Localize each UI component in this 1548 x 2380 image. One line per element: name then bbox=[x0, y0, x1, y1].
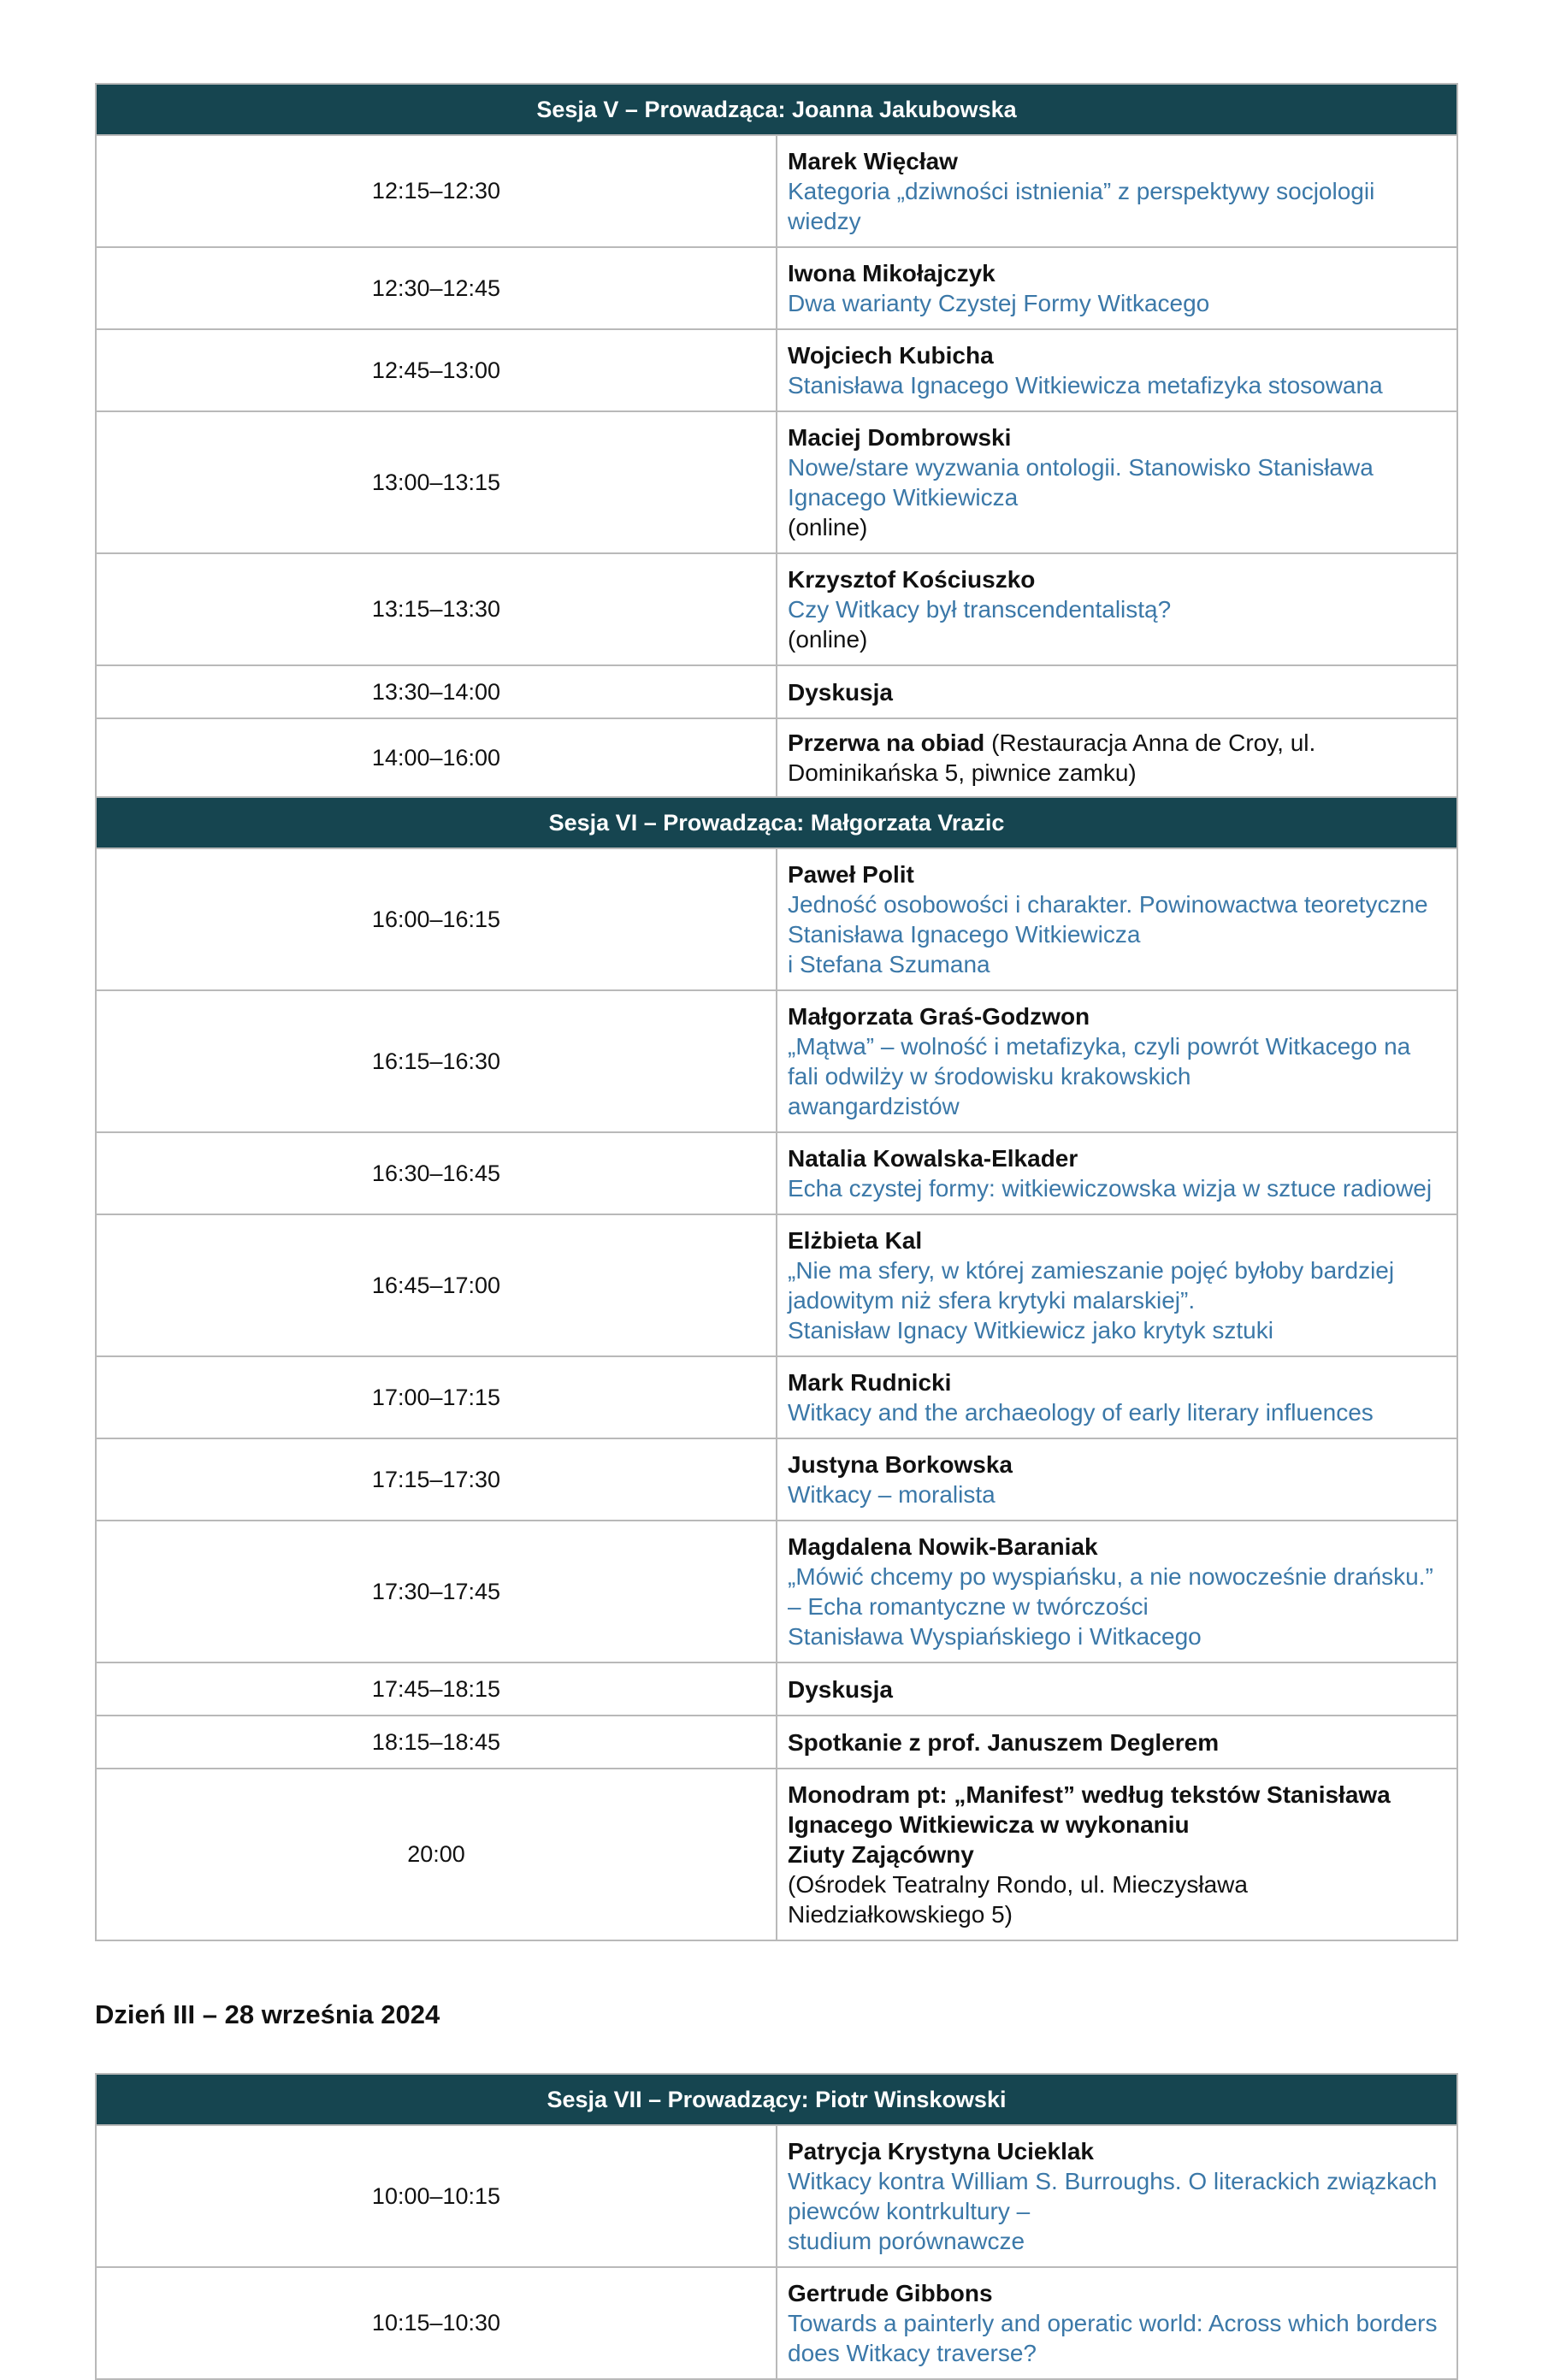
talk-row bbox=[96, 1132, 1457, 1214]
talk-title: Nowe/stare wyzwania ontologii. Stanowisko Stanisława Ignacego Witkiewicza bbox=[788, 454, 1374, 511]
talk-time: 17:00–17:15 bbox=[96, 1356, 777, 1438]
discussion-content bbox=[777, 1662, 1457, 1716]
speaker-name: Justyna Borkowska bbox=[788, 1451, 1013, 1478]
speaker-name: Iwona Mikołajczyk bbox=[788, 260, 996, 286]
discussion-row bbox=[96, 665, 1457, 718]
talk-content bbox=[777, 247, 1457, 329]
talk-row bbox=[96, 1214, 1457, 1356]
talk-title: „Mątwa” – wolność i metafizyka, czyli powrót Witkacego na fali odwilży w środowisku krakowskich bbox=[788, 1033, 1411, 1090]
talk-title: Jedność osobowości i charakter. Powinowactwa teoretyczne Stanisława Ignacego Witkiewicza bbox=[788, 891, 1428, 948]
talk-time: 20:00 bbox=[96, 1769, 777, 1940]
talk-title-line2: i Stefana Szumana bbox=[788, 951, 990, 977]
talk-title: „Nie ma sfery, w której zamieszanie pojęć byłoby bardziej jadowitym niż sfera krytyki malarskiej”. bbox=[788, 1257, 1395, 1314]
talk-row bbox=[96, 329, 1457, 411]
talk-row bbox=[96, 848, 1457, 990]
talk-time: 13:00–13:15 bbox=[96, 411, 777, 553]
talk-row bbox=[96, 135, 1457, 247]
discussion-row bbox=[96, 1662, 1457, 1716]
talk-content bbox=[777, 1356, 1457, 1438]
talk-row bbox=[96, 1521, 1457, 1662]
talk-row bbox=[96, 2267, 1457, 2379]
talk-content bbox=[777, 135, 1457, 247]
talk-time: 16:15–16:30 bbox=[96, 990, 777, 1132]
talk-note: (online) bbox=[788, 514, 868, 540]
talk-time: 16:30–16:45 bbox=[96, 1132, 777, 1214]
talk-title: Towards a painterly and operatic world: Across which borders does Witkacy traverse? bbox=[788, 2310, 1438, 2366]
talk-time: 12:15–12:30 bbox=[96, 135, 777, 247]
monodrama-performer: Ziuty Zającówny bbox=[788, 1841, 974, 1868]
talk-title-line2: studium porównawcze bbox=[788, 2228, 1025, 2254]
discussion-label: Dyskusja bbox=[788, 678, 893, 706]
session-header: Sesja VII – Prowadzący: Piotr Winskowski bbox=[96, 2074, 1457, 2125]
program-page bbox=[95, 83, 1460, 2380]
discussion-content bbox=[777, 665, 1457, 718]
talk-time: 12:45–13:00 bbox=[96, 329, 777, 411]
talk-content bbox=[777, 1132, 1457, 1214]
talk-title-line2: Stanisław Ignacy Witkiewicz jako krytyk sztuki bbox=[788, 1317, 1273, 1344]
monodrama-location: (Ośrodek Teatralny Rondo, ul. Mieczysława Niedziałkowskiego 5) bbox=[788, 1871, 1248, 1928]
monodrama-title: Monodram pt: „Manifest” według tekstów Stanisława Ignacego Witkiewicza w wykonaniu bbox=[788, 1781, 1391, 1838]
talk-time: 17:15–17:30 bbox=[96, 1438, 777, 1521]
talk-title: Echa czystej formy: witkiewiczowska wizja w sztuce radiowej bbox=[788, 1175, 1433, 1202]
talk-content bbox=[777, 1521, 1457, 1662]
talk-note: (online) bbox=[788, 626, 868, 653]
monodrama-content bbox=[777, 1769, 1457, 1940]
talk-time: 16:00–16:15 bbox=[96, 848, 777, 990]
talk-content bbox=[777, 990, 1457, 1132]
meeting-label: Spotkanie z prof. Januszem Deglerem bbox=[788, 1728, 1220, 1756]
talk-content bbox=[777, 848, 1457, 990]
talk-content bbox=[777, 411, 1457, 553]
talk-time: 14:00–16:00 bbox=[96, 718, 777, 797]
speaker-name: Magdalena Nowik-Baraniak bbox=[788, 1533, 1098, 1560]
talk-title: Witkacy kontra William S. Burroughs. O literackich związkach piewców kontrkultury – bbox=[788, 2168, 1438, 2224]
talk-content bbox=[777, 553, 1457, 665]
meeting-row bbox=[96, 1716, 1457, 1769]
lunch-label: Przerwa na obiad bbox=[788, 729, 985, 756]
talk-title: Kategoria „dziwności istnienia” z perspektywy socjologii wiedzy bbox=[788, 178, 1375, 234]
talk-time: 16:45–17:00 bbox=[96, 1214, 777, 1356]
session-header-row bbox=[96, 2074, 1457, 2125]
speaker-name: Elżbieta Kal bbox=[788, 1227, 923, 1254]
discussion-label: Dyskusja bbox=[788, 1675, 893, 1703]
speaker-name: Paweł Polit bbox=[788, 861, 914, 888]
speaker-name: Wojciech Kubicha bbox=[788, 342, 994, 369]
speaker-name: Gertrude Gibbons bbox=[788, 2280, 993, 2306]
speaker-name: Małgorzata Graś-Godzwon bbox=[788, 1003, 1090, 1030]
talk-content bbox=[777, 2125, 1457, 2267]
talk-title: Czy Witkacy był transcendentalistą? bbox=[788, 596, 1172, 623]
talk-row bbox=[96, 2125, 1457, 2267]
talk-content bbox=[777, 1438, 1457, 1521]
lunch-row bbox=[96, 718, 1457, 797]
talk-time: 17:45–18:15 bbox=[96, 1662, 777, 1716]
monodrama-row bbox=[96, 1769, 1457, 1940]
session-header: Sesja VI – Prowadząca: Małgorzata Vrazic bbox=[96, 797, 1457, 848]
talk-time: 13:30–14:00 bbox=[96, 665, 777, 718]
talk-row bbox=[96, 1356, 1457, 1438]
speaker-name: Marek Więcław bbox=[788, 148, 958, 174]
lunch-content bbox=[777, 718, 1457, 797]
program-table-day2 bbox=[95, 83, 1458, 1941]
talk-title-line2: awangardzistów bbox=[788, 1093, 960, 1119]
talk-row bbox=[96, 553, 1457, 665]
session-header: Sesja V – Prowadząca: Joanna Jakubowska bbox=[96, 84, 1457, 135]
talk-time: 10:15–10:30 bbox=[96, 2267, 777, 2379]
talk-title: Stanisława Ignacego Witkiewicza metafizyka stosowana bbox=[788, 372, 1383, 399]
speaker-name: Patrycja Krystyna Ucieklak bbox=[788, 2138, 1094, 2164]
session-header-row bbox=[96, 797, 1457, 848]
talk-title: „Mówić chcemy po wyspiańsku, a nie nowocześnie drańsku.” – Echa romantyczne w twórczości bbox=[788, 1563, 1433, 1620]
talk-time: 10:00–10:15 bbox=[96, 2125, 777, 2267]
speaker-name: Maciej Dombrowski bbox=[788, 424, 1012, 451]
program-table-day3 bbox=[95, 2073, 1458, 2380]
talk-content bbox=[777, 1214, 1457, 1356]
talk-row bbox=[96, 411, 1457, 553]
talk-title-line2: Stanisława Wyspiańskiego i Witkacego bbox=[788, 1623, 1202, 1650]
talk-row bbox=[96, 990, 1457, 1132]
talk-title: Witkacy – moralista bbox=[788, 1481, 996, 1508]
lunch-location: (Restauracja Anna de Croy, ul. Dominikańska 5, piwnice zamku) bbox=[788, 729, 1316, 786]
talk-title: Witkacy and the archaeology of early literary influences bbox=[788, 1399, 1374, 1426]
day-heading: Dzień III – 28 września 2024 bbox=[95, 1999, 440, 2029]
talk-content bbox=[777, 329, 1457, 411]
meeting-content bbox=[777, 1716, 1457, 1769]
talk-title: Dwa warianty Czystej Formy Witkacego bbox=[788, 290, 1210, 316]
speaker-name: Krzysztof Kościuszko bbox=[788, 566, 1036, 593]
speaker-name: Mark Rudnicki bbox=[788, 1369, 952, 1396]
session-header-row bbox=[96, 84, 1457, 135]
talk-row bbox=[96, 1438, 1457, 1521]
talk-content bbox=[777, 2267, 1457, 2379]
talk-time: 12:30–12:45 bbox=[96, 247, 777, 329]
talk-time: 18:15–18:45 bbox=[96, 1716, 777, 1769]
talk-time: 17:30–17:45 bbox=[96, 1521, 777, 1662]
speaker-name: Natalia Kowalska-Elkader bbox=[788, 1145, 1078, 1172]
talk-row bbox=[96, 247, 1457, 329]
talk-time: 13:15–13:30 bbox=[96, 553, 777, 665]
